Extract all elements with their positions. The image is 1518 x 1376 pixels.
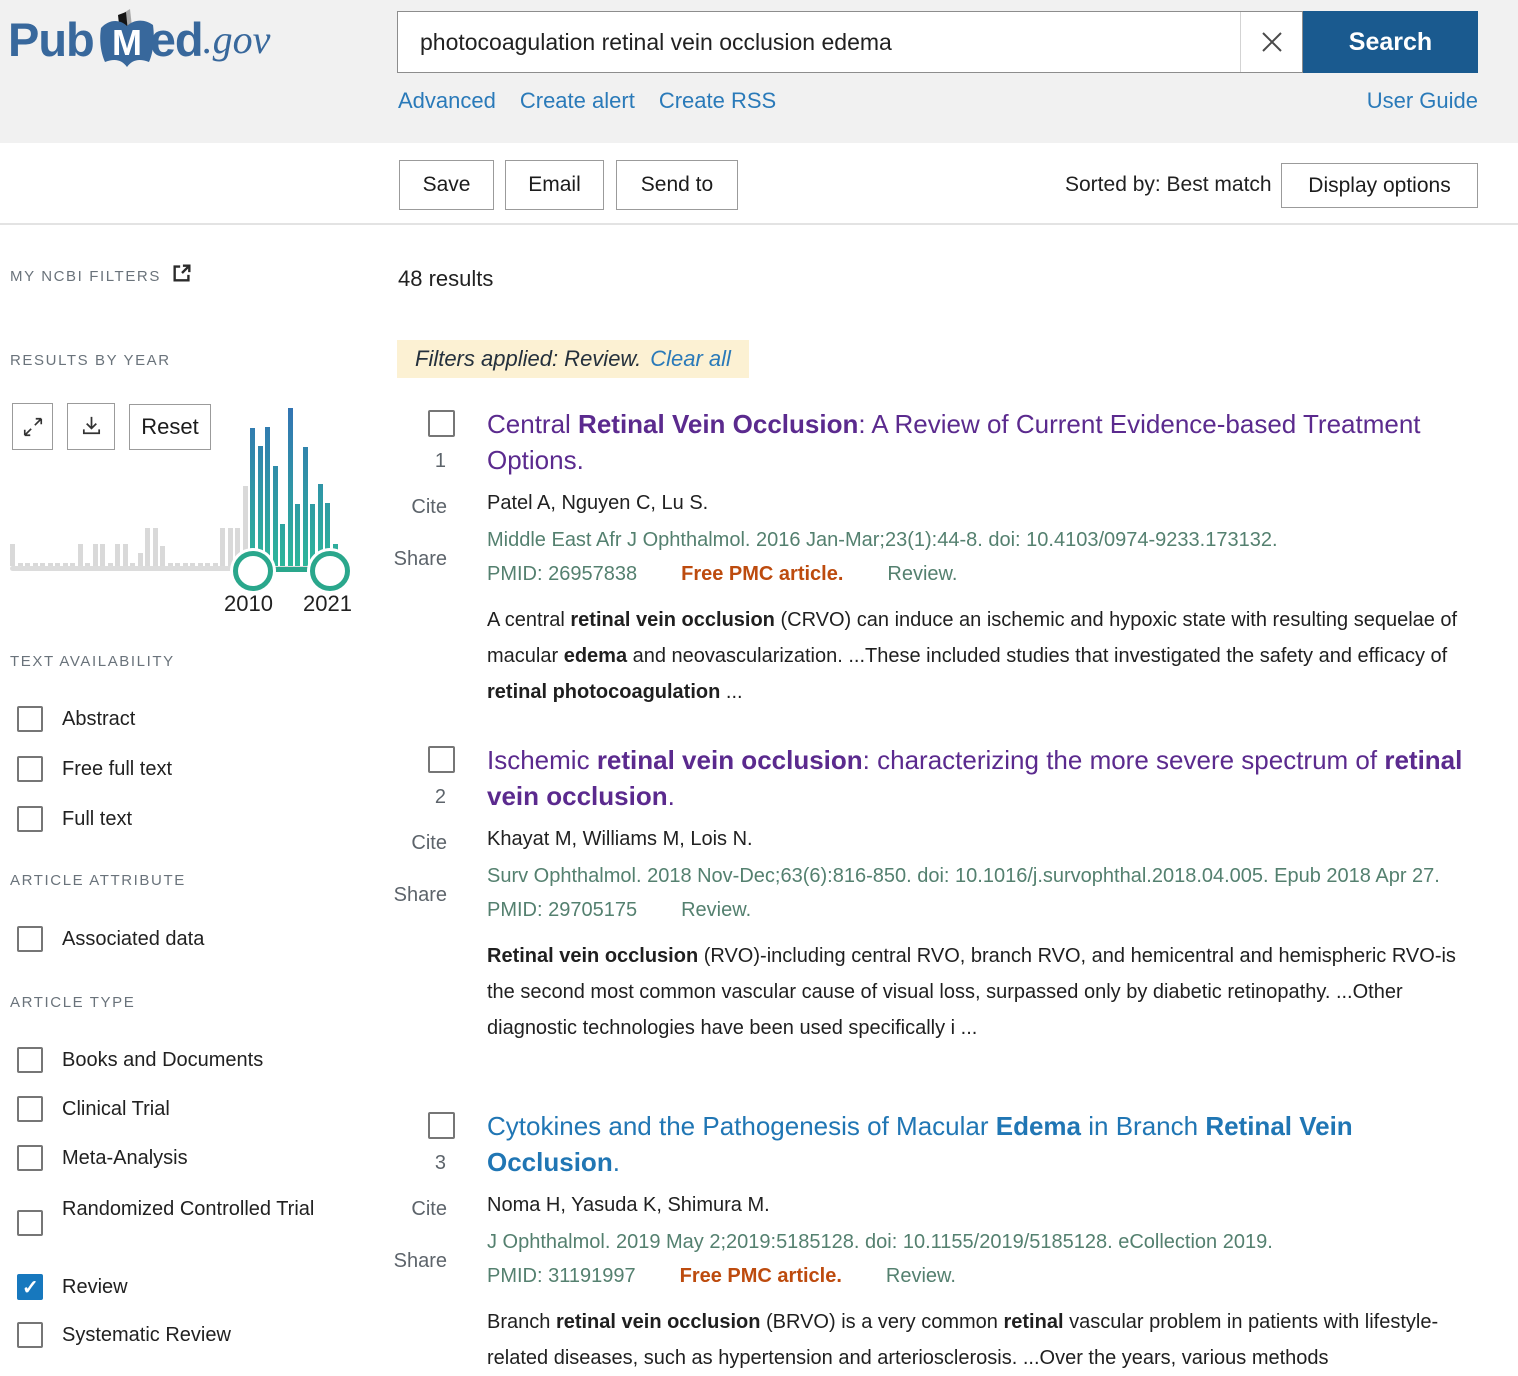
send-to-button[interactable]: Send to [616,160,738,210]
filters-applied-banner [397,340,749,378]
year-bar[interactable] [10,544,15,566]
year-bar[interactable] [273,466,278,566]
display-options-button[interactable]: Display options [1281,163,1478,208]
result-identifiers [487,563,1478,586]
filter-label: Books and Documents [62,1049,264,1071]
text-availability-heading: TEXT AVAILABILITY [10,653,175,670]
header [0,0,1518,143]
checkbox[interactable] [17,1145,43,1171]
pmid: PMID: 26957838 [487,563,638,585]
range-handle-start[interactable] [233,551,273,591]
email-button[interactable]: Email [505,160,604,210]
pmid: PMID: 29705175 [487,899,638,921]
create-alert-link[interactable]: Create alert [519,88,635,113]
checkbox[interactable] [17,806,43,832]
create-rss-link[interactable]: Create RSS [658,88,777,113]
filter-meta-analysis[interactable] [17,1145,188,1172]
advanced-link[interactable]: Advanced [398,88,496,113]
search-button[interactable]: Search [1303,11,1478,73]
year-bar[interactable] [153,528,158,566]
year-bar[interactable] [138,553,143,566]
checkbox[interactable] [17,1274,43,1300]
results-by-year-heading: RESULTS BY YEAR [10,352,171,369]
year-bar[interactable] [280,524,285,566]
checkbox[interactable] [17,756,43,782]
publication-type: Review. [885,1265,956,1287]
article-type-heading: ARTICLE TYPE [10,994,136,1011]
result-journal-citation: Surv Ophthalmol. 2018 Nov-Dec;63(6):816-850. doi: 10.1016/j.survophthal.2018.04.005. Epub 2018 Apr 27. [487,865,1440,887]
filter-full-text[interactable] [17,806,132,833]
filter-systematic-review[interactable] [17,1322,231,1349]
result-title-link[interactable]: Ischemic retinal vein occlusion: characterizing the more severe spectrum of retinal vein occlusion. [487,745,1463,811]
year-bar[interactable] [295,504,300,566]
result-main [487,406,1478,710]
logo-text-gov: .gov [202,16,271,62]
year-bar[interactable] [78,544,83,566]
result-gutter [393,1112,457,1292]
my-ncbi-filters-heading: MY NCBI FILTERS [10,268,161,285]
clear-all-link[interactable]: Clear all [650,346,731,371]
year-bar[interactable] [145,528,150,566]
filter-label: Free full text [62,758,173,780]
result-identifiers [487,1265,1478,1288]
filter-label: Randomized Controlled Trial [62,1198,315,1220]
result-checkbox[interactable] [428,410,455,437]
year-bar[interactable] [123,544,128,566]
result-item [393,742,1478,1046]
filter-randomized-controlled-trial[interactable] [17,1196,320,1236]
results-count: 48 results [398,266,494,291]
year-bar[interactable] [93,544,98,566]
result-snippet: Retinal vein occlusion (RVO)-including central RVO, branch RVO, and hemicentral and hemispheric RVO-is the second most common vascular cause of visual loss, surpassed only by diabetic retinopathy. ...Other diagnostic technologies have been used specifically i ... [487,945,1456,1039]
filter-label: Full text [62,808,133,830]
logo-text-ed: ed [149,12,203,66]
result-main [487,1108,1478,1376]
result-number: 1 [434,450,446,472]
save-button[interactable]: Save [399,160,494,210]
result-snippet: Branch retinal vein occlusion (BRVO) is a very common retinal vascular problem in patients with lifestyle-related diseases, such as hypertension and arteriosclerosis. ...Over the years, various methods [487,1311,1439,1369]
result-snippet: A central retinal vein occlusion (CRVO) can induce an ischemic and hypoxic state with resulting sequelae of macular edema and neovascularization. ...These included studies that investigated the safety and efficacy of retinal photocoagulation ... [487,609,1458,703]
result-authors: Patel A, Nguyen C, Lu S. [487,492,709,514]
year-bar[interactable] [115,544,120,566]
checkbox[interactable] [17,1210,43,1236]
result-item [393,406,1478,710]
search-links [398,88,776,114]
range-start-year: 2010 [224,591,273,616]
search-bar [397,11,1478,73]
checkbox[interactable] [17,1322,43,1348]
result-identifiers [487,899,1478,922]
year-bar[interactable] [288,408,293,566]
result-title-link[interactable]: Central Retinal Vein Occlusion: A Review of Current Evidence-based Treatment Options. [487,409,1421,475]
year-bar[interactable] [303,447,308,566]
filter-label: Abstract [62,708,136,730]
close-icon [1259,29,1285,55]
result-gutter [393,746,457,926]
year-bar[interactable] [228,528,233,566]
result-journal-citation: J Ophthalmol. 2019 May 2;2019:5185128. doi: 10.1155/2019/5185128. eCollection 2019. [487,1231,1273,1253]
pubmed-logo[interactable] [8,6,270,72]
share-button[interactable]: Share [393,1250,447,1272]
share-button[interactable]: Share [393,548,447,570]
checkbox[interactable] [17,926,43,952]
range-end-year: 2021 [303,591,352,616]
checkbox[interactable] [17,1096,43,1122]
result-title-link[interactable]: Cytokines and the Pathogenesis of Macular Edema in Branch Retinal Vein Occlusion. [487,1111,1353,1177]
year-bar[interactable] [100,544,105,566]
reset-chart-button[interactable]: Reset [129,404,211,450]
filter-clinical-trial[interactable] [17,1096,170,1123]
filter-label: Review [62,1276,128,1298]
year-bar[interactable] [160,546,165,566]
open-book-icon [96,6,158,72]
filter-label: Systematic Review [62,1324,231,1346]
year-bar[interactable] [258,446,263,566]
checkbox[interactable] [17,706,43,732]
cite-button[interactable]: Cite [411,1198,447,1220]
filter-free-full-text[interactable] [17,756,172,783]
free-pmc-label: Free PMC article. [681,563,844,585]
year-bar[interactable] [265,427,270,566]
filters-applied-text: Filters applied: Review. [415,346,642,371]
checkbox[interactable] [17,1047,43,1073]
year-bar[interactable] [220,528,225,566]
clear-search-button[interactable] [1240,12,1302,72]
result-number: 3 [434,1152,446,1174]
free-pmc-label: Free PMC article. [679,1265,842,1287]
search-input[interactable] [398,12,1240,72]
filter-label: Associated data [62,928,205,950]
filter-books-and-documents[interactable] [17,1047,263,1074]
article-attribute-heading: ARTICLE ATTRIBUTE [10,872,186,889]
search-box [397,11,1303,73]
filter-label: Meta-Analysis [62,1147,188,1169]
publication-type: Review. [887,563,958,585]
result-item [393,1108,1478,1376]
filter-label: Clinical Trial [62,1098,170,1120]
result-gutter [393,410,457,590]
year-bar[interactable] [250,428,255,566]
share-button[interactable]: Share [393,884,447,906]
logo-text-pub: Pub [8,12,94,66]
user-guide-link[interactable]: User Guide [1366,88,1478,113]
filter-review[interactable] [17,1274,128,1301]
pmid: PMID: 31191997 [487,1265,636,1287]
results-by-year-bars [10,406,345,566]
result-journal-citation: Middle East Afr J Ophthalmol. 2016 Jan-Mar;23(1):44-8. doi: 10.4103/0974-9233.173132. [487,529,1278,551]
result-number: 2 [434,786,446,808]
svg-text:M: M [111,22,142,63]
external-link-icon[interactable] [171,262,193,289]
result-main [487,742,1478,1046]
cite-button[interactable]: Cite [411,832,447,854]
filter-abstract[interactable] [17,706,135,733]
filter-associated-data[interactable] [17,926,204,953]
sorted-by-dropdown[interactable]: Sorted by: Best match [1065,173,1272,196]
cite-button[interactable]: Cite [411,496,447,518]
result-checkbox[interactable] [428,1112,455,1139]
range-handle-end[interactable] [310,551,350,591]
result-authors: Khayat M, Williams M, Lois N. [487,828,753,850]
result-checkbox[interactable] [428,746,455,773]
result-authors: Noma H, Yasuda K, Shimura M. [487,1194,770,1216]
publication-type: Review. [681,899,752,921]
